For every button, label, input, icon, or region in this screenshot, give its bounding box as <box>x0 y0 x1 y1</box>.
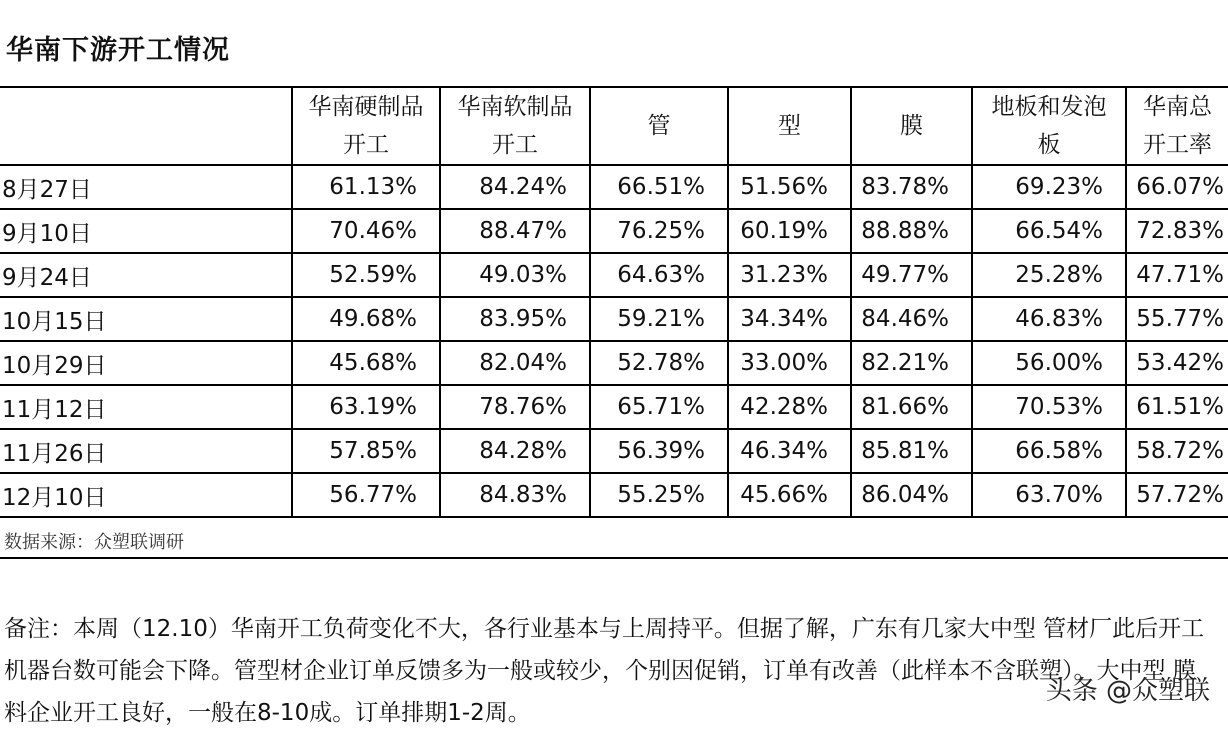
value-cell: 70.46% <box>292 209 440 253</box>
row-date-cell: 8月27日 <box>0 165 292 209</box>
value-cell: 60.19% <box>728 209 851 253</box>
table-header-row <box>0 87 1228 165</box>
divider <box>0 557 1228 559</box>
table-body <box>0 165 1228 517</box>
table-row <box>0 209 1228 253</box>
value-cell: 65.71% <box>590 385 728 429</box>
value-cell: 46.83% <box>972 297 1126 341</box>
value-cell: 55.77% <box>1126 297 1228 341</box>
row-date-cell: 10月29日 <box>0 341 292 385</box>
value-cell: 31.23% <box>728 253 851 297</box>
value-cell: 57.72% <box>1126 473 1228 517</box>
value-cell: 56.77% <box>292 473 440 517</box>
page-title: 华南下游开工情况 <box>6 35 230 66</box>
value-cell: 63.19% <box>292 385 440 429</box>
value-cell: 46.34% <box>728 429 851 473</box>
value-cell: 81.66% <box>851 385 972 429</box>
value-cell: 84.28% <box>440 429 590 473</box>
table-row <box>0 253 1228 297</box>
value-cell: 82.04% <box>440 341 590 385</box>
value-cell: 47.71% <box>1126 253 1228 297</box>
table-row <box>0 165 1228 209</box>
header-cell-pipe: 管 <box>590 87 728 165</box>
value-cell: 66.07% <box>1126 165 1228 209</box>
row-date-cell: 10月15日 <box>0 297 292 341</box>
value-cell: 82.21% <box>851 341 972 385</box>
value-cell: 52.59% <box>292 253 440 297</box>
value-cell: 57.85% <box>292 429 440 473</box>
value-cell: 45.68% <box>292 341 440 385</box>
value-cell: 86.04% <box>851 473 972 517</box>
source-note: 数据来源：众塑联调研 <box>4 532 184 553</box>
table-row <box>0 429 1228 473</box>
value-cell: 61.13% <box>292 165 440 209</box>
value-cell: 25.28% <box>972 253 1126 297</box>
value-cell: 83.95% <box>440 297 590 341</box>
value-cell: 49.03% <box>440 253 590 297</box>
value-cell: 84.46% <box>851 297 972 341</box>
value-cell: 88.47% <box>440 209 590 253</box>
table-row <box>0 385 1228 429</box>
header-cell-hard-products: 华南硬制品 开工 <box>292 87 440 165</box>
header-cell-floor-foam: 地板和发泡 板 <box>972 87 1126 165</box>
value-cell: 42.28% <box>728 385 851 429</box>
value-cell: 85.81% <box>851 429 972 473</box>
remarks-paragraph: 备注：本周（12.10）华南开工负荷变化不大，各行业基本与上周持平。但据了解，广东有几家大中型 管材厂此后开工机器台数可能会下降。管型材企业订单反馈多为一般或较少，个别因促销，订单有改善（此样本不含联塑）。大中型 膜 料企业开工良好，一般在8-10成。订单排期1-2周。 <box>4 616 1205 726</box>
value-cell: 33.00% <box>728 341 851 385</box>
value-cell: 69.23% <box>972 165 1126 209</box>
value-cell: 52.78% <box>590 341 728 385</box>
value-cell: 49.68% <box>292 297 440 341</box>
header-cell-profile: 型 <box>728 87 851 165</box>
value-cell: 84.24% <box>440 165 590 209</box>
value-cell: 70.53% <box>972 385 1126 429</box>
value-cell: 51.56% <box>728 165 851 209</box>
row-date-cell: 12月10日 <box>0 473 292 517</box>
value-cell: 72.83% <box>1126 209 1228 253</box>
value-cell: 49.77% <box>851 253 972 297</box>
value-cell: 66.51% <box>590 165 728 209</box>
header-cell-soft-products: 华南软制品 开工 <box>440 87 590 165</box>
header-cell-0 <box>0 87 292 165</box>
watermark: 头条 @众塑联 <box>1045 676 1210 706</box>
value-cell: 58.72% <box>1126 429 1228 473</box>
value-cell: 56.00% <box>972 341 1126 385</box>
value-cell: 45.66% <box>728 473 851 517</box>
header-cell-film: 膜 <box>851 87 972 165</box>
row-date-cell: 9月24日 <box>0 253 292 297</box>
value-cell: 66.58% <box>972 429 1126 473</box>
header-cell-total-rate: 华南总 开工率 <box>1126 87 1228 165</box>
table-row <box>0 473 1228 517</box>
value-cell: 76.25% <box>590 209 728 253</box>
row-date-cell: 11月12日 <box>0 385 292 429</box>
value-cell: 53.42% <box>1126 341 1228 385</box>
value-cell: 64.63% <box>590 253 728 297</box>
value-cell: 55.25% <box>590 473 728 517</box>
value-cell: 59.21% <box>590 297 728 341</box>
row-date-cell: 11月26日 <box>0 429 292 473</box>
value-cell: 56.39% <box>590 429 728 473</box>
row-date-cell: 9月10日 <box>0 209 292 253</box>
table-row <box>0 297 1228 341</box>
startup-rate-table <box>0 86 1228 518</box>
value-cell: 34.34% <box>728 297 851 341</box>
value-cell: 78.76% <box>440 385 590 429</box>
value-cell: 63.70% <box>972 473 1126 517</box>
value-cell: 83.78% <box>851 165 972 209</box>
value-cell: 88.88% <box>851 209 972 253</box>
value-cell: 61.51% <box>1126 385 1228 429</box>
value-cell: 84.83% <box>440 473 590 517</box>
table-row <box>0 341 1228 385</box>
value-cell: 66.54% <box>972 209 1126 253</box>
